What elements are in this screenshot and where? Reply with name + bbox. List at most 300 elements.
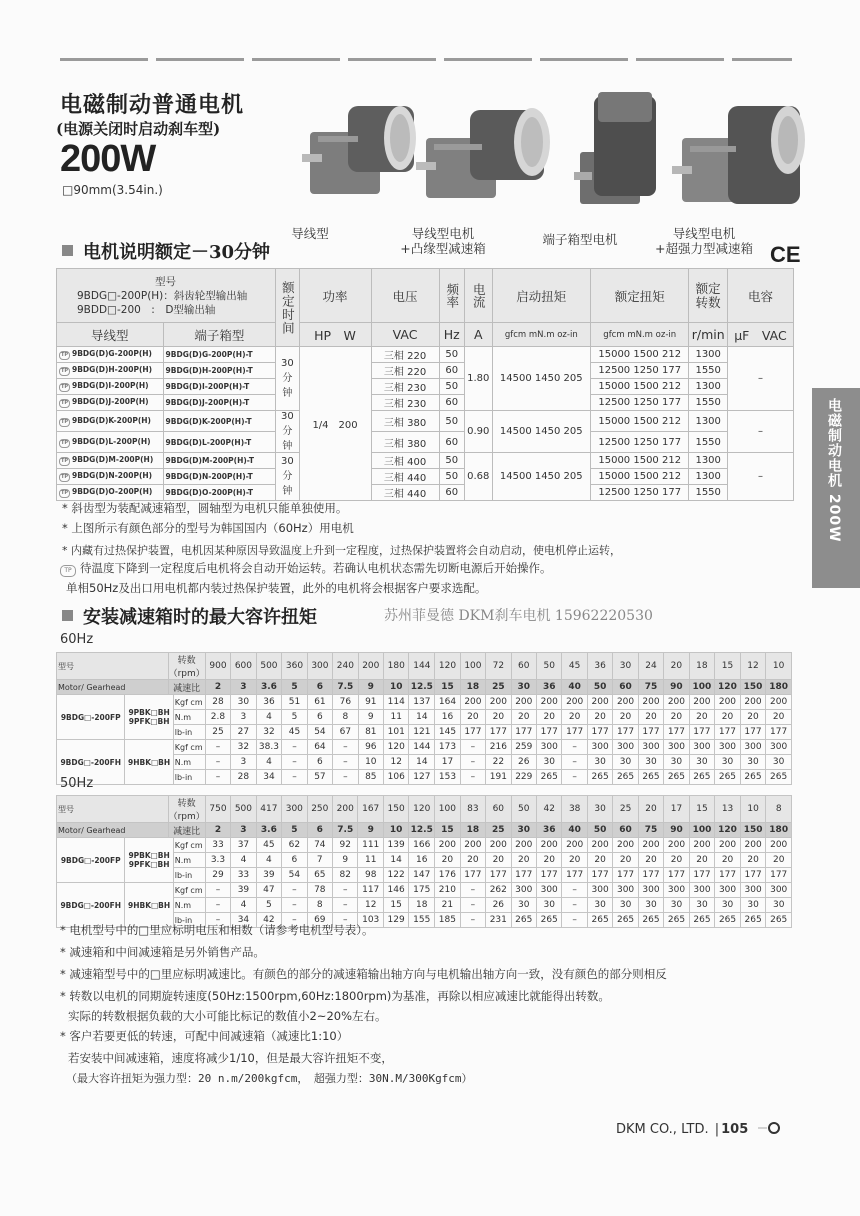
unit-current: A: [464, 323, 492, 347]
torque-cell: 76: [333, 695, 358, 710]
torque-cell: 33: [205, 838, 230, 853]
unit-label: N.m: [173, 710, 205, 725]
torque-cell: –: [460, 740, 485, 755]
ratio-cell: 25: [486, 823, 511, 838]
ratio-cell: 5: [282, 823, 307, 838]
voltage: 三相 380: [371, 432, 439, 453]
torque-cell: 265: [638, 770, 663, 785]
torque-cell: 22: [486, 755, 511, 770]
torque-cell: 177: [613, 868, 638, 883]
torque-cell: 177: [740, 868, 766, 883]
torque-cell: 20: [715, 710, 741, 725]
label-speed: 转数（rpm）: [168, 653, 205, 680]
speed-cell: 8: [766, 796, 792, 823]
torque-cell: 177: [486, 725, 511, 740]
torque-cell: 20: [766, 853, 792, 868]
unit-freq: Hz: [439, 323, 464, 347]
ratio-cell: 36: [536, 823, 561, 838]
speed-cell: 100: [460, 653, 485, 680]
unit-label: Kgf cm: [173, 883, 205, 898]
torque-cell: –: [333, 898, 358, 913]
ratio-cell: 100: [689, 823, 715, 838]
speed-cell: 42: [536, 796, 561, 823]
torque-cell: 25: [205, 725, 230, 740]
unit-label: lb-in: [173, 868, 205, 883]
rated-speed: 1550: [689, 363, 728, 379]
terminal-model: 9BDG(D)K-200P(H)-T: [163, 411, 276, 432]
speed-cell: 36: [587, 653, 612, 680]
torque-cell: 69: [307, 913, 332, 928]
rated-speed: 1300: [689, 379, 728, 395]
ratio-cell: 180: [766, 823, 792, 838]
speed-cell: 10: [766, 653, 792, 680]
lead-model: TP 9BDG(D)M-200P(H): [57, 453, 164, 469]
torque-cell: 27: [231, 725, 256, 740]
torque-cell: 111: [358, 838, 383, 853]
torque-cell: 98: [358, 868, 383, 883]
unit-label: Kgf cm: [173, 838, 205, 853]
torque-cell: 28: [231, 770, 256, 785]
torque-cell: 177: [740, 725, 766, 740]
label-model: 型号: [57, 653, 169, 680]
torque-cell: 101: [384, 725, 409, 740]
torque-cell: –: [205, 898, 230, 913]
torque-cell: 39: [231, 883, 256, 898]
torque-cell: 67: [333, 725, 358, 740]
ratio-cell: 18: [460, 823, 485, 838]
speed-cell: 18: [689, 653, 715, 680]
rated-torque: 15000 1500 212: [591, 379, 689, 395]
torque-row: [57, 838, 792, 853]
torque-cell: 14: [409, 755, 435, 770]
torque-cell: 30: [511, 898, 536, 913]
torque-cell: –: [282, 913, 307, 928]
hdr-rating-time: 额定时间: [276, 269, 299, 347]
torque-cell: 30: [766, 755, 792, 770]
ratio-row: [57, 680, 792, 695]
torque-cell: 300: [689, 740, 715, 755]
speed-cell: 20: [638, 796, 663, 823]
torque-cell: –: [460, 898, 485, 913]
tp-icon: TP: [60, 565, 76, 577]
torque-cell: –: [282, 898, 307, 913]
motor-model: 9BDG□-200FH: [57, 740, 125, 785]
torque-cell: 61: [307, 695, 332, 710]
torque-cell: 210: [435, 883, 460, 898]
ratio-cell: 30: [511, 680, 536, 695]
torque-cell: 300: [511, 883, 536, 898]
torque-cell: 30: [664, 898, 689, 913]
torque-cell: 177: [715, 868, 741, 883]
tp-icon: TP: [60, 439, 69, 446]
ratio-cell: 3.6: [256, 680, 282, 695]
freq-50hz-label: 50Hz: [60, 776, 94, 791]
unit-label: Kgf cm: [173, 695, 205, 710]
table-row: [57, 363, 794, 379]
unit-label: lb-in: [173, 770, 205, 785]
lead-model: TP 9BDG(D)N-200P(H): [57, 469, 164, 485]
lead-model: TP 9BDG(D)O-200P(H): [57, 485, 164, 501]
note-tp: TP 待温度下降到一定程度后电机将会自动开始运转。若确认电机状态需先切断电源后开始操作。: [60, 560, 552, 577]
side-tab: [812, 388, 860, 588]
capacitor: –: [727, 347, 793, 411]
speed-cell: 13: [715, 796, 741, 823]
hdr-lead-type: 导线型: [57, 323, 164, 347]
torque-cell: 177: [766, 725, 792, 740]
torque-cell: 4: [256, 755, 282, 770]
model-header-helical: 9BDG□-200P(H)：斜齿轮型输出轴: [77, 289, 248, 302]
rated-torque: 12500 1250 177: [591, 363, 689, 379]
page-title: 电磁制动普通电机: [60, 92, 245, 118]
frame-size: □90mm(3.54in.): [62, 183, 163, 197]
torque-cell: 36: [256, 695, 282, 710]
company-watermark: 苏州菲曼德 DKM刹车电机 15962220530: [384, 608, 653, 624]
note: 实际的转数根据负载的大小可能比标记的数值小2~20%左右。: [68, 1009, 387, 1023]
rated-torque: 12500 1250 177: [591, 395, 689, 411]
torque-cell: 259: [511, 740, 536, 755]
torque-cell: 20: [766, 710, 792, 725]
torque-cell: 4: [231, 898, 256, 913]
torque-cell: 177: [613, 725, 638, 740]
torque-cell: 265: [511, 913, 536, 928]
section1-heading-text: 电机说明额定－30分钟: [83, 242, 271, 263]
torque-cell: 191: [486, 770, 511, 785]
lead-model: TP 9BDG(D)L-200P(H): [57, 432, 164, 453]
label-ratio: 减速比: [168, 823, 205, 838]
torque-cell: –: [562, 913, 587, 928]
torque-cell: 33: [231, 868, 256, 883]
torque-cell: 20: [587, 710, 612, 725]
speed-cell: 600: [231, 653, 256, 680]
torque-cell: 265: [715, 913, 741, 928]
torque-cell: –: [282, 740, 307, 755]
voltage: 三相 220: [371, 363, 439, 379]
unit-speed: r/min: [689, 323, 728, 347]
torque-cell: 265: [613, 770, 638, 785]
torque-cell: 300: [766, 740, 792, 755]
motor-model: 9BDG□-200FP: [57, 695, 125, 740]
torque-cell: 200: [766, 695, 792, 710]
note: * 电机型号中的□里应标明电压和相数（请参考电机型号表）。: [60, 923, 374, 937]
torque-cell: 9: [358, 710, 383, 725]
rated-torque: 12500 1250 177: [591, 432, 689, 453]
footer: DKM CO., LTD. | 105: [616, 1121, 786, 1137]
torque-cell: 2.8: [205, 710, 230, 725]
torque-cell: 177: [689, 868, 715, 883]
torque-cell: 30: [638, 755, 663, 770]
torque-cell: 16: [409, 853, 435, 868]
torque-cell: 20: [460, 710, 485, 725]
hdr-rated-torque: 额定扭矩: [591, 269, 689, 323]
ratio-cell: 12.5: [409, 823, 435, 838]
torque-cell: –: [562, 883, 587, 898]
torque-cell: 173: [435, 740, 460, 755]
torque-cell: 34: [256, 770, 282, 785]
torque-cell: 200: [715, 838, 741, 853]
torque-cell: –: [562, 755, 587, 770]
torque-cell: 30: [689, 898, 715, 913]
speed-cell: 167: [358, 796, 383, 823]
section2-heading: [62, 603, 317, 629]
start-torque: 14500 1450 205: [492, 347, 590, 411]
section1-heading: [62, 238, 270, 264]
ratio-cell: 5: [282, 680, 307, 695]
unit-label: lb-in: [173, 725, 205, 740]
ratio-cell: 75: [638, 823, 663, 838]
torque-cell: 265: [638, 913, 663, 928]
torque-cell: 37: [231, 838, 256, 853]
lead-model: TP 9BDG(D)J-200P(H): [57, 395, 164, 411]
torque-cell: 30: [231, 695, 256, 710]
speed-cell: 20: [664, 653, 689, 680]
torque-cell: 30: [664, 755, 689, 770]
torque-cell: 185: [435, 913, 460, 928]
torque-cell: 177: [689, 725, 715, 740]
torque-cell: 30: [537, 755, 562, 770]
tp-icon: TP: [60, 384, 69, 390]
rating-time: 30分钟: [276, 347, 299, 411]
torque-cell: 15: [383, 898, 408, 913]
torque-cell: 146: [383, 883, 408, 898]
torque-cell: 177: [664, 725, 689, 740]
capacitor: –: [727, 411, 793, 453]
torque-cell: 139: [383, 838, 408, 853]
motor-model: 9BDG□-200FP: [57, 838, 125, 883]
torque-cell: 54: [307, 725, 332, 740]
torque-cell: 20: [486, 853, 511, 868]
tp-icon: TP: [60, 458, 69, 464]
torque-cell: –: [205, 770, 230, 785]
speed-cell: 500: [256, 653, 282, 680]
torque-cell: 265: [740, 913, 766, 928]
torque-cell: 10: [358, 755, 383, 770]
torque-table-50hz: [56, 795, 792, 928]
torque-cell: 300: [715, 883, 741, 898]
torque-cell: 200: [689, 695, 715, 710]
ratio-cell: 10: [383, 823, 408, 838]
ratio-cell: 100: [689, 680, 715, 695]
spec-table: [56, 268, 794, 501]
speed-cell: 250: [307, 796, 332, 823]
hdr-capacitor: 电容: [727, 269, 793, 323]
speed-cell: 200: [333, 796, 358, 823]
torque-cell: –: [562, 898, 587, 913]
table-row: [57, 453, 794, 469]
torque-cell: 300: [740, 740, 766, 755]
torque-cell: 177: [715, 725, 741, 740]
speed-cell: 144: [409, 653, 435, 680]
terminal-model: 9BDG(D)O-200P(H)-T: [163, 485, 276, 501]
torque-cell: 265: [537, 770, 562, 785]
motor-terminal-box-image: [574, 92, 664, 222]
torque-cell: 85: [358, 770, 383, 785]
section-square-icon: [62, 245, 73, 256]
torque-cell: 265: [664, 770, 689, 785]
gearhead-model: 9HBK□BH: [125, 740, 173, 785]
voltage: 三相 440: [371, 469, 439, 485]
torque-cell: 30: [740, 898, 766, 913]
torque-cell: 26: [511, 755, 536, 770]
torque-cell: 300: [587, 740, 612, 755]
torque-cell: 81: [358, 725, 383, 740]
torque-cell: –: [333, 740, 358, 755]
torque-cell: 200: [511, 695, 536, 710]
torque-cell: 300: [740, 883, 766, 898]
torque-cell: 8: [333, 710, 358, 725]
torque-cell: 20: [689, 853, 715, 868]
torque-cell: 164: [435, 695, 460, 710]
torque-cell: 26: [486, 898, 511, 913]
footer-company: DKM CO., LTD.: [616, 1122, 709, 1137]
speed-cell: 38: [562, 796, 587, 823]
current: 0.90: [464, 411, 492, 453]
torque-cell: 7: [307, 853, 332, 868]
torque-cell: 300: [613, 740, 638, 755]
torque-cell: 200: [664, 838, 689, 853]
speed-cell: 72: [486, 653, 511, 680]
torque-cell: –: [460, 913, 485, 928]
torque-cell: 47: [256, 883, 281, 898]
speed-cell: 300: [282, 796, 307, 823]
rated-torque: 15000 1500 212: [591, 469, 689, 485]
ratio-cell: 50: [587, 823, 612, 838]
torque-cell: –: [205, 740, 230, 755]
speed-cell: 360: [282, 653, 307, 680]
unit-power: HP W: [299, 323, 371, 347]
voltage: 三相 400: [371, 453, 439, 469]
torque-cell: 30: [715, 755, 741, 770]
torque-cell: 14: [409, 710, 435, 725]
torque-cell: 200: [460, 695, 485, 710]
frequency: 60: [439, 432, 464, 453]
table-row: [57, 395, 794, 411]
note: * 客户若要更低的转速，可配中间减速箱（减速比1:10）: [60, 1029, 349, 1043]
torque-cell: 265: [689, 913, 715, 928]
unit-label: N.m: [173, 853, 205, 868]
torque-cell: 265: [664, 913, 689, 928]
torque-cell: 11: [384, 710, 409, 725]
torque-cell: 30: [766, 898, 792, 913]
frequency: 60: [439, 395, 464, 411]
table-row: [57, 379, 794, 395]
torque-cell: 20: [460, 853, 485, 868]
torque-cell: 29: [205, 868, 230, 883]
torque-cell: –: [333, 770, 358, 785]
speed-row: [57, 796, 792, 823]
torque-cell: 137: [409, 695, 435, 710]
torque-row: [57, 695, 792, 710]
torque-cell: –: [460, 755, 485, 770]
torque-cell: 300: [613, 883, 638, 898]
speed-cell: 120: [435, 653, 460, 680]
speed-cell: 15: [715, 653, 741, 680]
label-motor-gearhead: Motor/ Gearhead: [57, 680, 169, 695]
torque-cell: –: [562, 770, 587, 785]
torque-cell: 14: [383, 853, 408, 868]
motor-label-flange: 导线型电机 +凸缘型减速箱: [400, 226, 486, 256]
torque-cell: 20: [536, 853, 561, 868]
torque-cell: 30: [715, 898, 741, 913]
torque-cell: 200: [689, 838, 715, 853]
torque-cell: 265: [587, 770, 612, 785]
start-torque: 14500 1450 205: [492, 411, 590, 453]
torque-cell: 166: [409, 838, 435, 853]
hdr-terminal-type: 端子箱型: [163, 323, 276, 347]
torque-cell: 177: [587, 868, 612, 883]
torque-cell: 177: [562, 725, 587, 740]
torque-cell: 145: [435, 725, 460, 740]
torque-cell: 265: [740, 770, 766, 785]
torque-cell: 82: [333, 868, 358, 883]
torque-cell: 30: [740, 755, 766, 770]
torque-cell: 300: [715, 740, 741, 755]
unit-label: N.m: [173, 755, 205, 770]
tp-icon: TP: [60, 474, 69, 480]
torque-cell: 3.3: [205, 853, 230, 868]
label-motor-gearhead: Motor/ Gearhead: [57, 823, 169, 838]
voltage: 三相 380: [371, 411, 439, 432]
torque-cell: 42: [256, 913, 281, 928]
torque-cell: 200: [562, 838, 587, 853]
label-model: 型号: [57, 796, 169, 823]
torque-cell: 129: [383, 913, 408, 928]
model-header-cell: [57, 269, 276, 323]
speed-cell: 750: [205, 796, 230, 823]
motor-model: 9BDG□-200FH: [57, 883, 125, 928]
speed-cell: 83: [460, 796, 485, 823]
speed-cell: 500: [231, 796, 256, 823]
torque-cell: 200: [511, 838, 536, 853]
torque-cell: 117: [358, 883, 383, 898]
speed-cell: 17: [664, 796, 689, 823]
torque-cell: 177: [537, 725, 562, 740]
speed-cell: 10: [740, 796, 766, 823]
speed-cell: 30: [587, 796, 612, 823]
torque-cell: 265: [766, 913, 792, 928]
speed-row: [57, 653, 792, 680]
torque-cell: 177: [486, 868, 511, 883]
model-header-dshaft: 9BDD□-200 : D型输出轴: [77, 303, 216, 316]
motor-super-gearhead-image: [672, 92, 812, 222]
rated-torque: 15000 1500 212: [591, 411, 689, 432]
speed-cell: 180: [384, 653, 409, 680]
torque-cell: 265: [689, 770, 715, 785]
torque-cell: 300: [689, 883, 715, 898]
rated-torque: 12500 1250 177: [591, 485, 689, 501]
torque-cell: 20: [638, 853, 663, 868]
side-tab-text: 电磁制动电机 200W: [826, 398, 842, 543]
power-value: 1/4 200: [299, 347, 371, 501]
table-row: [57, 485, 794, 501]
note: * 上图所示有颜色部分的型号为韩国国内（60Hz）用电机: [62, 521, 354, 535]
gearhead-model: 9HBK□BH: [125, 883, 173, 928]
rated-speed: 1300: [689, 469, 728, 485]
torque-cell: 65: [307, 868, 332, 883]
table-row: [57, 469, 794, 485]
ratio-cell: 75: [638, 680, 663, 695]
rated-speed: 1300: [689, 347, 728, 363]
ratio-cell: 90: [664, 680, 689, 695]
speed-cell: 15: [689, 796, 715, 823]
torque-cell: 177: [460, 725, 485, 740]
ratio-cell: 25: [486, 680, 511, 695]
lead-model: TP 9BDG(D)G-200P(H): [57, 347, 164, 363]
ratio-cell: 150: [740, 680, 766, 695]
torque-cell: 30: [689, 755, 715, 770]
terminal-model: 9BDG(D)H-200P(H)-T: [163, 363, 276, 379]
torque-cell: 39: [256, 868, 281, 883]
torque-cell: 231: [486, 913, 511, 928]
